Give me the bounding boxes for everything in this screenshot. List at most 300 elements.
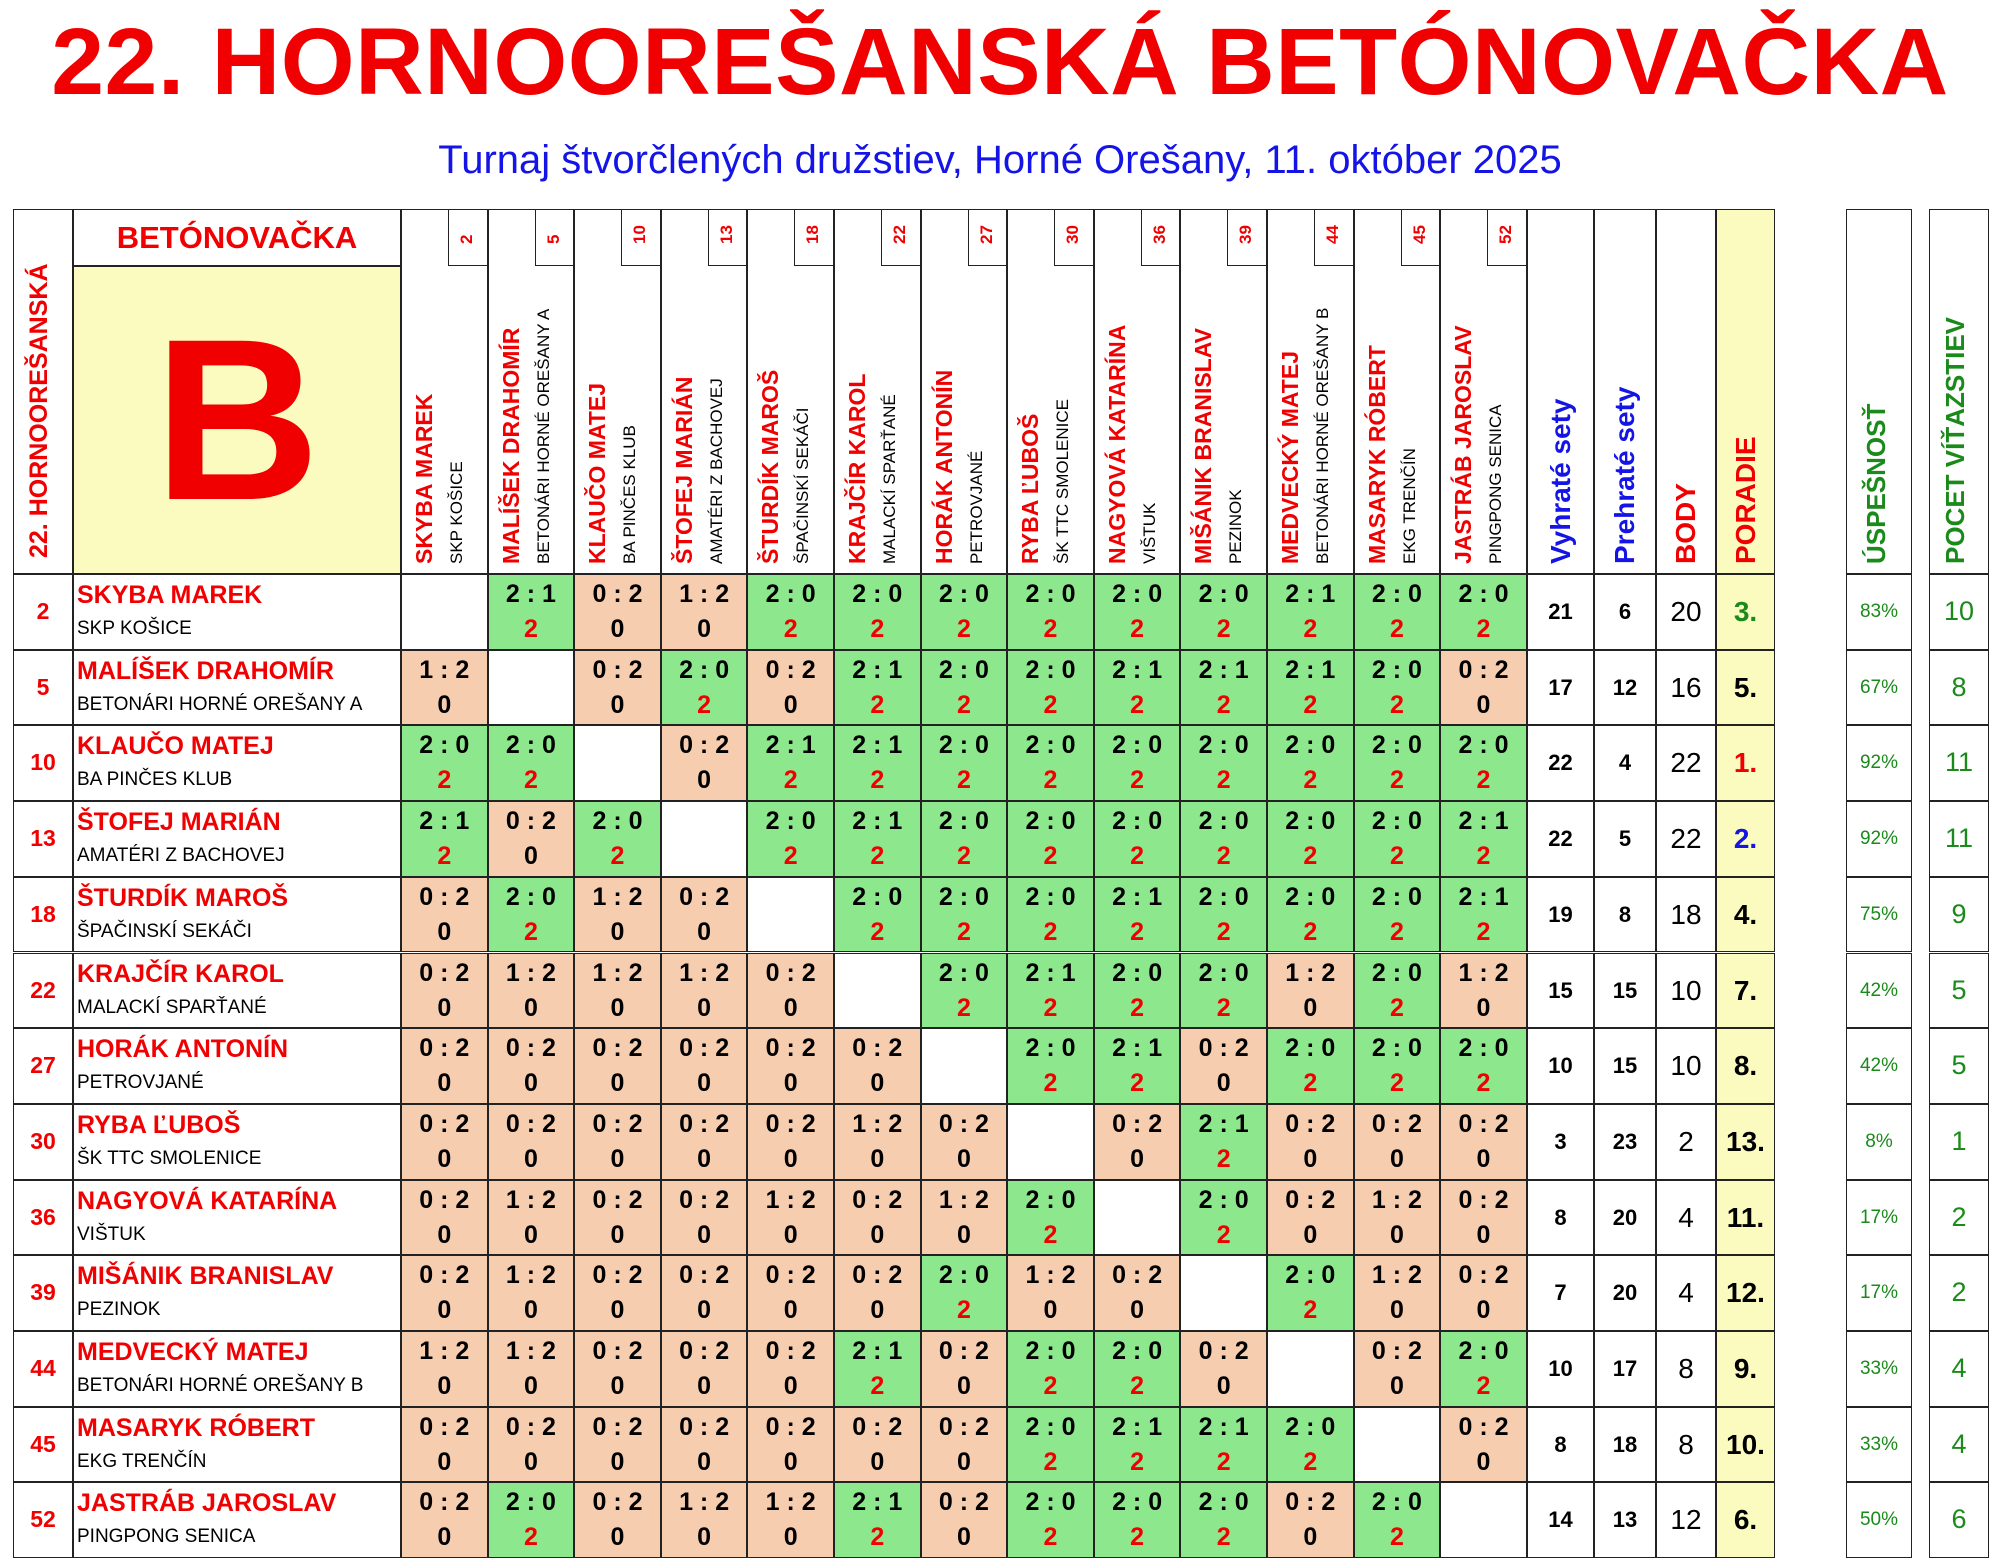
match-points: 2 bbox=[1130, 690, 1145, 719]
row-number: 52 bbox=[30, 1506, 56, 1533]
match-score: 2 : 0 bbox=[938, 655, 989, 684]
lost-sets: 12 bbox=[1612, 674, 1638, 700]
match-score: 0 : 2 bbox=[505, 1109, 556, 1138]
match-score: 0 : 2 bbox=[679, 1412, 730, 1441]
self-match-cell bbox=[1354, 1407, 1441, 1483]
match-points: 0 bbox=[783, 1144, 798, 1173]
match-points: 0 bbox=[1476, 993, 1491, 1022]
match-points: 0 bbox=[1303, 1220, 1318, 1249]
match-score: 2 : 1 bbox=[852, 807, 903, 836]
match-score: 0 : 2 bbox=[852, 1185, 903, 1214]
match-points: 0 bbox=[870, 1144, 885, 1173]
match-score: 1 : 2 bbox=[505, 1337, 556, 1365]
self-match-cell bbox=[488, 650, 575, 726]
match-points: 2 bbox=[1043, 993, 1058, 1022]
match-score: 2 : 0 bbox=[1285, 1261, 1336, 1290]
match-points: 2 bbox=[1043, 842, 1058, 871]
points: 22 bbox=[1670, 747, 1702, 779]
match-score: 2 : 0 bbox=[1025, 580, 1076, 608]
success-rate: 92% bbox=[1859, 752, 1899, 774]
match-points: 0 bbox=[697, 1296, 712, 1325]
match-score: 0 : 2 bbox=[1371, 1109, 1422, 1138]
match-points: 2 bbox=[523, 615, 538, 643]
match-points: 2 bbox=[1476, 1372, 1491, 1400]
match-score: 2 : 1 bbox=[1285, 655, 1336, 684]
points: 22 bbox=[1670, 823, 1702, 855]
match-score: 0 : 2 bbox=[592, 1412, 643, 1441]
match-points: 2 bbox=[1476, 766, 1491, 795]
row-number: 2 bbox=[36, 598, 50, 624]
match-points: 0 bbox=[870, 1296, 885, 1325]
match-points: 2 bbox=[956, 842, 971, 871]
match-score: 0 : 2 bbox=[679, 1034, 730, 1063]
match-score: 2 : 0 bbox=[505, 731, 556, 760]
column-player-name: KLAUČO MATEJ bbox=[584, 382, 611, 564]
match-points: 0 bbox=[870, 1069, 885, 1098]
player-name: MEDVECKÝ MATEJ bbox=[77, 1338, 309, 1366]
match-points: 2 bbox=[1130, 917, 1145, 946]
points: 18 bbox=[1670, 898, 1702, 930]
row-number: 27 bbox=[30, 1052, 56, 1079]
match-points: 2 bbox=[956, 615, 971, 643]
match-score: 0 : 2 bbox=[938, 1412, 989, 1441]
match-points: 0 bbox=[610, 1523, 625, 1552]
column-number: 30 bbox=[1063, 225, 1083, 244]
success-rate: 75% bbox=[1859, 903, 1899, 925]
match-score: 2 : 0 bbox=[938, 580, 989, 608]
match-points: 0 bbox=[610, 1220, 625, 1249]
match-points: 2 bbox=[1130, 766, 1145, 795]
player-club: MALACKÍ SPARŤANÉ bbox=[77, 996, 267, 1018]
match-score: 0 : 2 bbox=[679, 1185, 730, 1214]
match-score: 0 : 2 bbox=[679, 882, 730, 911]
match-score: 2 : 1 bbox=[1198, 1109, 1249, 1138]
match-score: 0 : 2 bbox=[938, 1488, 989, 1517]
match-points: 2 bbox=[1389, 1069, 1404, 1098]
success-rate: 42% bbox=[1859, 979, 1899, 1001]
match-score: 1 : 2 bbox=[505, 958, 556, 987]
self-match-cell bbox=[661, 801, 748, 877]
match-score: 2 : 0 bbox=[1198, 1488, 1249, 1517]
match-points: 2 bbox=[1389, 615, 1404, 643]
match-points: 2 bbox=[437, 766, 452, 795]
match-points: 0 bbox=[1476, 690, 1491, 719]
column-player-name: ŠTURDÍK MAROŠ bbox=[757, 369, 784, 564]
match-score: 2 : 0 bbox=[679, 655, 730, 684]
player-name: JASTRÁB JAROSLAV bbox=[77, 1489, 337, 1518]
player-club: PINGPONG SENICA bbox=[77, 1526, 256, 1548]
match-points: 2 bbox=[783, 842, 798, 871]
match-score: 1 : 2 bbox=[1371, 1185, 1422, 1214]
match-score: 2 : 1 bbox=[1458, 807, 1509, 836]
row-number: 13 bbox=[30, 825, 56, 852]
match-score: 0 : 2 bbox=[1112, 1261, 1163, 1290]
match-points: 0 bbox=[437, 917, 452, 946]
match-score: 0 : 2 bbox=[1285, 1185, 1336, 1214]
column-player-club: BETONÁRI HORNÉ OREŠANY B bbox=[1313, 307, 1332, 564]
success-rate: 83% bbox=[1859, 601, 1899, 622]
match-score: 2 : 1 bbox=[1112, 882, 1163, 911]
lost-sets: 5 bbox=[1618, 826, 1632, 852]
match-score: 2 : 0 bbox=[1025, 1488, 1076, 1517]
match-points: 0 bbox=[783, 1069, 798, 1098]
match-points: 0 bbox=[610, 1069, 625, 1098]
match-score: 0 : 2 bbox=[1198, 1034, 1249, 1063]
self-match-cell bbox=[1267, 1331, 1354, 1407]
match-points: 0 bbox=[956, 1220, 971, 1249]
match-points: 2 bbox=[1130, 1069, 1145, 1098]
match-points: 2 bbox=[956, 917, 971, 946]
match-score: 2 : 1 bbox=[852, 731, 903, 760]
column-player-club: SKP KOŠICE bbox=[447, 461, 466, 564]
match-points: 2 bbox=[1216, 917, 1231, 946]
match-points: 0 bbox=[1389, 1220, 1404, 1249]
wins-count: 10 bbox=[1943, 596, 1975, 626]
match-points: 2 bbox=[956, 690, 971, 719]
match-points: 2 bbox=[870, 842, 885, 871]
column-number: 36 bbox=[1149, 225, 1169, 244]
match-score: 0 : 2 bbox=[765, 958, 816, 987]
match-score: 0 : 2 bbox=[419, 1488, 470, 1517]
won-sets: 15 bbox=[1548, 977, 1573, 1003]
wins-count: 9 bbox=[1951, 898, 1967, 929]
column-player-name: KRAJČÍR KAROL bbox=[844, 373, 870, 564]
column-player-name: HORÁK ANTONÍN bbox=[930, 369, 957, 564]
match-points: 0 bbox=[1476, 1296, 1491, 1325]
match-points: 2 bbox=[1216, 1523, 1231, 1552]
lost-sets: 20 bbox=[1612, 1280, 1638, 1306]
match-score: 0 : 2 bbox=[679, 1109, 730, 1138]
match-score: 0 : 2 bbox=[592, 1337, 643, 1365]
match-score: 2 : 1 bbox=[1112, 1412, 1163, 1441]
match-score: 0 : 2 bbox=[1198, 1337, 1249, 1365]
match-score: 2 : 0 bbox=[1285, 807, 1336, 836]
header-won-label: Vyhraté sety bbox=[1544, 398, 1576, 564]
match-score: 2 : 0 bbox=[1198, 731, 1249, 760]
match-score: 2 : 0 bbox=[938, 1261, 989, 1290]
match-score: 0 : 2 bbox=[1458, 1109, 1509, 1138]
rank: 1. bbox=[1733, 747, 1758, 779]
match-score: 2 : 0 bbox=[1285, 1034, 1336, 1063]
won-sets: 8 bbox=[1554, 1431, 1567, 1457]
rank: 3. bbox=[1733, 596, 1758, 627]
match-points: 2 bbox=[1216, 766, 1231, 795]
match-points: 2 bbox=[1389, 842, 1404, 871]
rank: 12. bbox=[1726, 1277, 1765, 1309]
match-score: 2 : 0 bbox=[1025, 1412, 1076, 1441]
player-club: BETONÁRI HORNÉ OREŠANY B bbox=[77, 1375, 364, 1396]
column-player-club: BETONÁRI HORNÉ OREŠANY A bbox=[533, 308, 553, 564]
match-points: 0 bbox=[437, 1523, 452, 1552]
rank: 4. bbox=[1733, 898, 1758, 930]
match-score: 0 : 2 bbox=[592, 580, 643, 608]
match-score: 2 : 0 bbox=[1025, 1185, 1076, 1214]
points: 12 bbox=[1670, 1504, 1702, 1536]
success-rate: 50% bbox=[1859, 1509, 1899, 1531]
match-points: 0 bbox=[523, 1069, 538, 1098]
column-player-name: NAGYOVÁ KATARÍNA bbox=[1103, 324, 1130, 564]
match-score: 2 : 0 bbox=[938, 882, 989, 911]
match-score: 2 : 0 bbox=[1112, 1337, 1163, 1365]
points: 8 bbox=[1678, 1428, 1694, 1460]
column-player-name: SKYBA MAREK bbox=[411, 393, 437, 564]
player-club: SKP KOŠICE bbox=[77, 618, 192, 639]
match-score: 2 : 0 bbox=[1371, 807, 1422, 836]
won-sets: 14 bbox=[1548, 1507, 1573, 1533]
won-sets: 7 bbox=[1554, 1280, 1567, 1306]
self-match-cell bbox=[1440, 1482, 1527, 1558]
match-score: 2 : 0 bbox=[938, 807, 989, 836]
match-score: 2 : 0 bbox=[1025, 1337, 1076, 1365]
match-points: 2 bbox=[1389, 917, 1404, 946]
match-points: 0 bbox=[956, 1447, 971, 1476]
player-club: ŠK TTC SMOLENICE bbox=[77, 1147, 262, 1169]
match-points: 2 bbox=[1043, 1447, 1058, 1476]
match-points: 0 bbox=[870, 1220, 885, 1249]
player-club: ŠPAČINSKÍ SEKÁČI bbox=[77, 920, 252, 942]
player-club: PETROVJANÉ bbox=[77, 1072, 204, 1094]
column-number: 18 bbox=[803, 225, 823, 244]
player-name: KLAUČO MATEJ bbox=[77, 732, 274, 761]
match-score: 2 : 0 bbox=[1458, 580, 1509, 608]
match-points: 0 bbox=[523, 993, 538, 1022]
column-player-name: MASARYK RÓBERT bbox=[1363, 345, 1390, 564]
match-points: 2 bbox=[1130, 1372, 1145, 1400]
match-points: 2 bbox=[1043, 1069, 1058, 1098]
match-points: 0 bbox=[1130, 1296, 1145, 1325]
column-number: 13 bbox=[716, 225, 736, 244]
row-number: 5 bbox=[36, 673, 50, 700]
match-points: 0 bbox=[437, 1069, 452, 1098]
match-score: 1 : 2 bbox=[592, 882, 643, 911]
match-score: 0 : 2 bbox=[679, 1337, 730, 1365]
success-rate: 92% bbox=[1859, 828, 1899, 850]
match-score: 1 : 2 bbox=[938, 1185, 989, 1214]
success-rate: 42% bbox=[1859, 1055, 1899, 1077]
self-match-cell bbox=[1007, 1104, 1094, 1180]
match-score: 0 : 2 bbox=[765, 1109, 816, 1138]
wins-count: 5 bbox=[1951, 974, 1967, 1005]
page-title: 22. HORNOOREŠANSKÁ BETÓNOVAČKA bbox=[51, 9, 1949, 115]
won-sets: 10 bbox=[1548, 1053, 1573, 1079]
wins-count: 2 bbox=[1951, 1201, 1967, 1232]
corner-horizontal-title: BETÓNOVAČKA bbox=[116, 220, 358, 255]
header-rank-label: PORADIE bbox=[1729, 436, 1761, 564]
match-score: 2 : 0 bbox=[505, 882, 556, 911]
column-number: 27 bbox=[976, 225, 996, 244]
match-score: 1 : 2 bbox=[1458, 958, 1509, 987]
match-points: 0 bbox=[783, 1296, 798, 1325]
match-points: 2 bbox=[1216, 1220, 1231, 1249]
self-match-cell bbox=[747, 877, 834, 953]
match-points: 0 bbox=[783, 993, 798, 1022]
match-score: 1 : 2 bbox=[1285, 958, 1336, 987]
match-points: 0 bbox=[610, 1296, 625, 1325]
match-score: 0 : 2 bbox=[592, 1109, 643, 1138]
match-score: 1 : 2 bbox=[592, 958, 643, 987]
match-points: 0 bbox=[1476, 1447, 1491, 1476]
match-score: 1 : 2 bbox=[1025, 1261, 1076, 1290]
match-score: 2 : 0 bbox=[1198, 1185, 1249, 1214]
match-points: 0 bbox=[956, 1372, 971, 1400]
match-points: 0 bbox=[437, 1296, 452, 1325]
match-points: 2 bbox=[1303, 842, 1318, 871]
player-name: ŠTURDÍK MAROŠ bbox=[77, 883, 289, 912]
won-sets: 22 bbox=[1548, 826, 1573, 852]
match-score: 2 : 0 bbox=[1371, 731, 1422, 760]
match-points: 2 bbox=[1389, 993, 1404, 1022]
match-points: 0 bbox=[1216, 1372, 1231, 1400]
match-score: 2 : 0 bbox=[592, 807, 643, 836]
match-points: 2 bbox=[1303, 1296, 1318, 1325]
column-player-name: JASTRÁB JAROSLAV bbox=[1450, 325, 1477, 564]
column-player-club: BA PINČES KLUB bbox=[620, 425, 640, 564]
match-score: 2 : 0 bbox=[1198, 580, 1249, 608]
match-points: 0 bbox=[523, 1296, 538, 1325]
match-points: 2 bbox=[1130, 993, 1145, 1022]
won-sets: 19 bbox=[1548, 901, 1573, 927]
player-club: BETONÁRI HORNÉ OREŠANY A bbox=[77, 693, 363, 715]
match-score: 2 : 1 bbox=[1198, 655, 1249, 684]
match-points: 2 bbox=[1043, 615, 1058, 643]
wins-count: 4 bbox=[1951, 1353, 1967, 1383]
rank: 5. bbox=[1733, 671, 1758, 703]
points: 10 bbox=[1670, 1050, 1702, 1082]
column-player-club: PETROVJANÉ bbox=[966, 450, 986, 564]
match-score: 2 : 1 bbox=[1025, 958, 1076, 987]
column-number: 39 bbox=[1236, 225, 1256, 244]
lost-sets: 18 bbox=[1612, 1431, 1638, 1457]
match-score: 0 : 2 bbox=[852, 1261, 903, 1290]
match-score: 2 : 0 bbox=[1371, 1034, 1422, 1063]
won-sets: 22 bbox=[1548, 750, 1573, 776]
match-score: 2 : 0 bbox=[1025, 731, 1076, 760]
match-points: 2 bbox=[870, 615, 885, 643]
match-points: 0 bbox=[1389, 1372, 1404, 1400]
player-club: VIŠTUK bbox=[77, 1223, 146, 1245]
row-number: 44 bbox=[30, 1355, 56, 1381]
match-points: 0 bbox=[697, 1523, 712, 1552]
header-wins-label: POCET VÍŤAZSTIEV bbox=[1940, 316, 1970, 564]
match-points: 2 bbox=[1043, 1372, 1058, 1400]
row-number: 10 bbox=[30, 749, 56, 776]
match-score: 0 : 2 bbox=[419, 1185, 470, 1214]
match-score: 2 : 1 bbox=[1198, 1412, 1249, 1441]
column-player-name: MALÍŠEK DRAHOMÍR bbox=[497, 327, 524, 564]
player-name: MALÍŠEK DRAHOMÍR bbox=[77, 656, 334, 685]
lost-sets: 6 bbox=[1618, 599, 1632, 624]
match-score: 1 : 2 bbox=[765, 1185, 816, 1214]
points: 2 bbox=[1678, 1125, 1694, 1157]
match-score: 2 : 0 bbox=[1458, 731, 1509, 760]
column-player-club: PEZINOK bbox=[1226, 489, 1246, 564]
player-club: BA PINČES KLUB bbox=[77, 769, 233, 791]
match-points: 2 bbox=[697, 690, 712, 719]
rank: 6. bbox=[1733, 1504, 1758, 1536]
match-score: 2 : 0 bbox=[1025, 882, 1076, 911]
match-points: 0 bbox=[610, 1447, 625, 1476]
match-score: 2 : 1 bbox=[1285, 580, 1336, 608]
lost-sets: 23 bbox=[1612, 1128, 1638, 1154]
match-points: 0 bbox=[956, 1523, 971, 1552]
match-points: 2 bbox=[1303, 917, 1318, 946]
match-points: 0 bbox=[1389, 1144, 1404, 1173]
match-score: 1 : 2 bbox=[679, 1488, 730, 1517]
wins-count: 11 bbox=[1944, 747, 1974, 778]
match-points: 2 bbox=[1130, 615, 1145, 643]
self-match-cell bbox=[921, 1028, 1008, 1104]
won-sets: 3 bbox=[1554, 1128, 1567, 1154]
column-player-club: ŠK TTC SMOLENICE bbox=[1053, 399, 1073, 564]
header-success-label: ÚSPEŠNOSŤ bbox=[1861, 403, 1891, 564]
match-points: 0 bbox=[523, 1372, 538, 1400]
match-score: 2 : 1 bbox=[1112, 1034, 1163, 1063]
match-points: 2 bbox=[870, 917, 885, 946]
match-score: 0 : 2 bbox=[505, 1412, 556, 1441]
column-number: 2 bbox=[457, 234, 476, 244]
points: 10 bbox=[1670, 974, 1702, 1006]
match-points: 0 bbox=[956, 1144, 971, 1173]
match-points: 0 bbox=[610, 690, 625, 719]
match-score: 2 : 0 bbox=[1198, 882, 1249, 911]
match-score: 1 : 2 bbox=[419, 655, 470, 684]
row-number: 36 bbox=[30, 1203, 56, 1230]
match-points: 0 bbox=[783, 1372, 798, 1400]
column-number: 10 bbox=[630, 225, 650, 244]
rank: 10. bbox=[1726, 1428, 1765, 1460]
match-points: 0 bbox=[783, 1523, 798, 1552]
match-points: 0 bbox=[783, 1447, 798, 1476]
rank: 13. bbox=[1726, 1125, 1765, 1157]
match-points: 2 bbox=[1216, 1447, 1231, 1476]
match-points: 2 bbox=[1043, 766, 1058, 795]
match-score: 0 : 2 bbox=[765, 655, 816, 684]
won-sets: 17 bbox=[1548, 674, 1573, 700]
match-score: 1 : 2 bbox=[679, 958, 730, 987]
success-rate: 17% bbox=[1859, 1282, 1899, 1304]
points: 8 bbox=[1678, 1353, 1694, 1384]
player-name: MIŠÁNIK BRANISLAV bbox=[77, 1262, 334, 1291]
match-points: 0 bbox=[697, 1447, 712, 1476]
match-points: 2 bbox=[870, 690, 885, 719]
match-score: 2 : 0 bbox=[1198, 807, 1249, 836]
success-rate: 33% bbox=[1859, 1358, 1899, 1379]
player-name: ŠTOFEJ MARIÁN bbox=[77, 808, 281, 837]
match-points: 0 bbox=[610, 1372, 625, 1400]
match-points: 2 bbox=[783, 615, 798, 643]
column-player-name: ŠTOFEJ MARIÁN bbox=[670, 376, 697, 564]
player-name: SKYBA MAREK bbox=[77, 581, 263, 609]
rank: 11. bbox=[1726, 1201, 1765, 1233]
match-points: 0 bbox=[697, 766, 712, 795]
player-name: RYBA ĽUBOŠ bbox=[77, 1110, 241, 1139]
match-score: 2 : 1 bbox=[765, 731, 816, 760]
match-score: 2 : 0 bbox=[1112, 1488, 1163, 1517]
row-number: 18 bbox=[30, 900, 56, 927]
match-score: 2 : 0 bbox=[1371, 1488, 1422, 1517]
match-points: 0 bbox=[783, 690, 798, 719]
match-points: 2 bbox=[1216, 1144, 1231, 1173]
lost-sets: 8 bbox=[1618, 901, 1632, 927]
wins-count: 5 bbox=[1951, 1050, 1967, 1081]
match-points: 2 bbox=[523, 1523, 538, 1552]
match-points: 2 bbox=[1130, 1447, 1145, 1476]
rank: 2. bbox=[1733, 823, 1758, 855]
match-score: 2 : 0 bbox=[1371, 882, 1422, 911]
match-score: 2 : 1 bbox=[852, 1488, 903, 1517]
match-points: 0 bbox=[697, 993, 712, 1022]
rank: 9. bbox=[1733, 1353, 1758, 1384]
